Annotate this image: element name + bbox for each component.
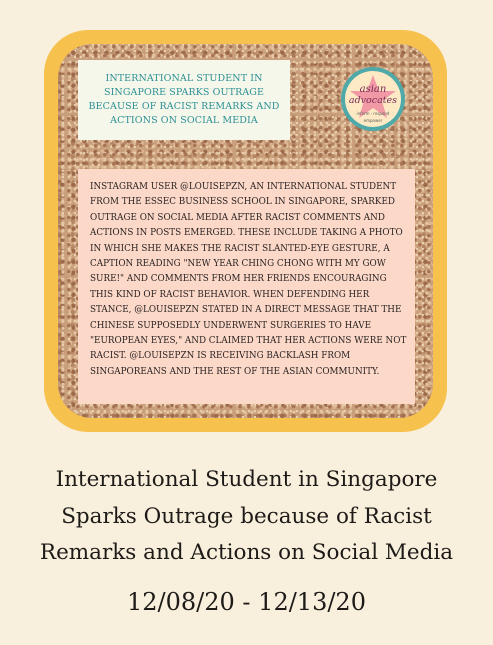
asian-advocates-logo <box>341 67 405 131</box>
logo-word-advocates: advocates <box>348 95 398 106</box>
logo-word-asian: asian <box>359 84 387 95</box>
logo-badge <box>345 71 401 127</box>
story-text: INSTAGRAM USER @LOUISEPZN, AN INTERNATIONAL STUDENT FROM THE ESSEC BUSINESS SCHOOL IN SINGAPORE, SPARKED OUTRAGE ON SOCIAL MEDIA AFTER RACIST COMMENTS AND ACTIONS IN POSTS EMERGED. THESE INCLUDE TAKING A PHOTO IN WHICH SHE MAKES THE RACIST SLANTED-EYE GESTURE, A CAPTION READING "NEW YEAR CHING CHONG WITH MY GOW SURE!" AND COMMENTS FROM HER FRIENDS ENCOURAGING THIS KIND OF RACIST BEHAVIOR. WHEN DEFENDING HER STANCE, @LOUISEPZN STATED IN A DIRECT MESSAGE THAT THE CHINESE SUPPOSEDLY UNDERWENT SURGERIES TO HAVE "EUROPEAN EYES," AND CLAIMED THAT HER ACTIONS WERE NOT RACIST. @LOUISEPZN IS RECEIVING BACKLASH FROM SINGAPOREANS AND THE REST OF THE ASIAN COMMUNITY. <box>90 182 407 377</box>
cork-board <box>58 44 433 418</box>
headline-card <box>78 60 290 140</box>
story-card <box>78 169 415 404</box>
logo-ring-text-top: inform · respond <box>356 111 390 116</box>
headline-text: INTERNATIONAL STUDENT IN SINGAPORE SPARKS OUTRAGE BECAUSE OF RACIST REMARKS AND ACTIONS ON SOCIAL MEDIA <box>88 73 280 126</box>
post-title: International Student in Singapore Sparks Outrage because of Racist Remarks and Actions on Social Media <box>39 467 454 565</box>
post-frame <box>44 30 447 432</box>
date-range: 12/08/20 - 12/13/20 <box>127 588 366 616</box>
logo-ring-text-bottom: empower <box>363 118 383 123</box>
